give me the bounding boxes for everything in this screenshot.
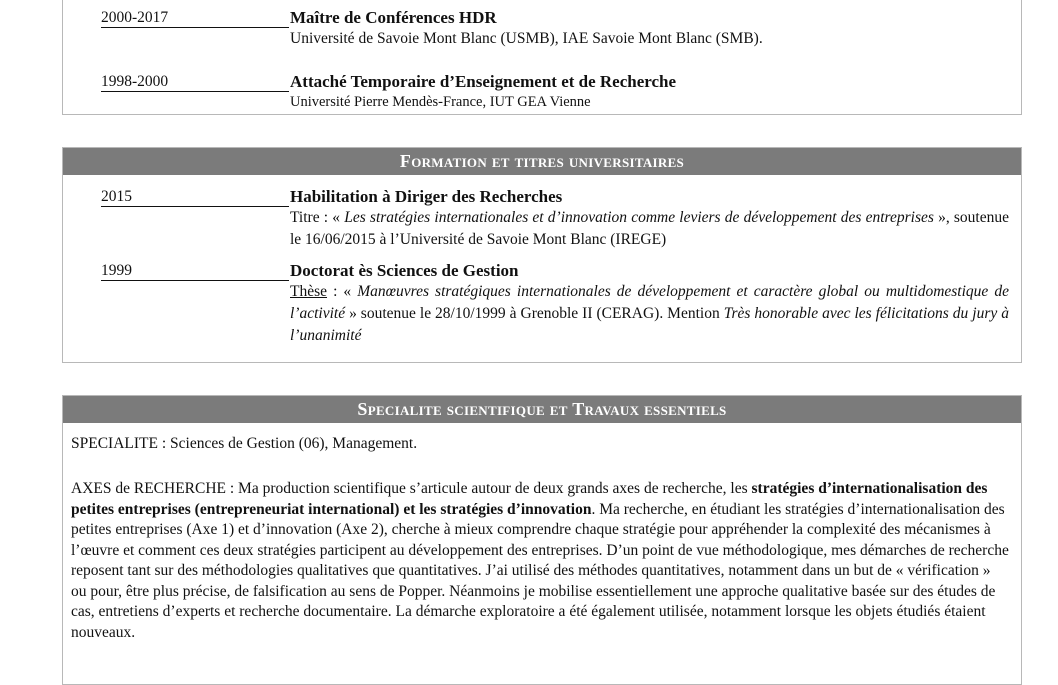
entry-title: Habilitation à Diriger des Recherches bbox=[290, 187, 563, 206]
entry-description bbox=[290, 207, 1009, 251]
entry-defense: », soutenue le 16/06/2015 à l’Université de Savoie Mont Blanc (IREGE) bbox=[290, 209, 1009, 248]
thesis-title: Manœuvres stratégiques internationales de développement et caractère global ou multidomestique de l’activité bbox=[290, 283, 1009, 322]
entry-date: 1999 bbox=[101, 261, 289, 281]
specialite-section bbox=[62, 395, 1022, 685]
experience-entry bbox=[101, 8, 1009, 50]
entry-detail: Université de Savoie Mont Blanc (USMB), IAE Savoie Mont Blanc (SMB). bbox=[290, 30, 763, 47]
thesis-title: Les stratégies internationales et d’innovation comme leviers de développement des entreprises bbox=[344, 209, 934, 226]
entry-date: 2000-2017 bbox=[101, 8, 289, 28]
axes-bold: stratégies d’internationalisation des petites entreprises (entrepreneuriat international) et les stratégies d’innovation bbox=[71, 480, 988, 518]
entry-title: Attaché Temporaire d’Enseignement et de Recherche bbox=[290, 72, 677, 91]
formation-entry bbox=[101, 261, 1009, 347]
entry-mention: Très honorable avec les félicitations du jury à l’unanimité bbox=[290, 305, 1009, 344]
entry-defense: » soutenue le 28/10/1999 à Grenoble II (CERAG). Mention bbox=[345, 305, 724, 322]
axes-intro: AXES de RECHERCHE : Ma production scientifique s’articule autour de deux grands axes de recherche, les bbox=[71, 480, 752, 497]
formation-entry bbox=[101, 187, 1009, 251]
formation-section bbox=[62, 147, 1022, 363]
entry-detail: Université Pierre Mendès-France, IUT GEA Vienne bbox=[290, 94, 591, 110]
entry-title: Doctorat ès Sciences de Gestion bbox=[290, 261, 519, 280]
entry-label-rest: : « bbox=[327, 283, 358, 300]
entry-date: 2015 bbox=[101, 187, 289, 207]
entry-label: Thèse bbox=[290, 283, 328, 300]
entry-description bbox=[290, 281, 1009, 347]
experience-entry bbox=[101, 72, 1009, 112]
research-axes-paragraph bbox=[71, 479, 1009, 643]
specialite-text: SPECIALITE : Sciences de Gestion (06), Management. bbox=[71, 435, 418, 452]
entry-date: 1998-2000 bbox=[101, 72, 289, 92]
axes-rest: . Ma recherche, en étudiant les stratégies d’internationalisation des petites entreprises (Axe 1) et d’innovation (Axe 2), cherche à mieux comprendre chaque stratégie pour appréhender la complexité des mécanismes à l’œuvre et comment ces deux stratégies participent au développement des entreprises. D’un point de vue méthodologique, mes démarches de recherche reposent tant sur des méthodologies qualitatives que quantitatives. J’ai utilisé des méthodes quantitatives, notamment dans un but de « vérification » ou pour, être plus précise, de falsification au sens de Popper. Néanmoins je mobilise essentiellement une approche qualitative basée sur des études de cas, entretiens d’experts et recherche documentaire. La démarche exploratoire a été également utilisée, notamment lorsque les objets étudiés étaient nouveaux. bbox=[71, 500, 1009, 641]
entry-label: Titre : « bbox=[290, 209, 345, 226]
experience-section bbox=[62, 0, 1022, 115]
entry-title: Maître de Conférences HDR bbox=[290, 8, 497, 27]
section-header: Specialite scientifique et Travaux essentiels bbox=[63, 396, 1021, 423]
section-header: Formation et titres universitaires bbox=[63, 148, 1021, 175]
